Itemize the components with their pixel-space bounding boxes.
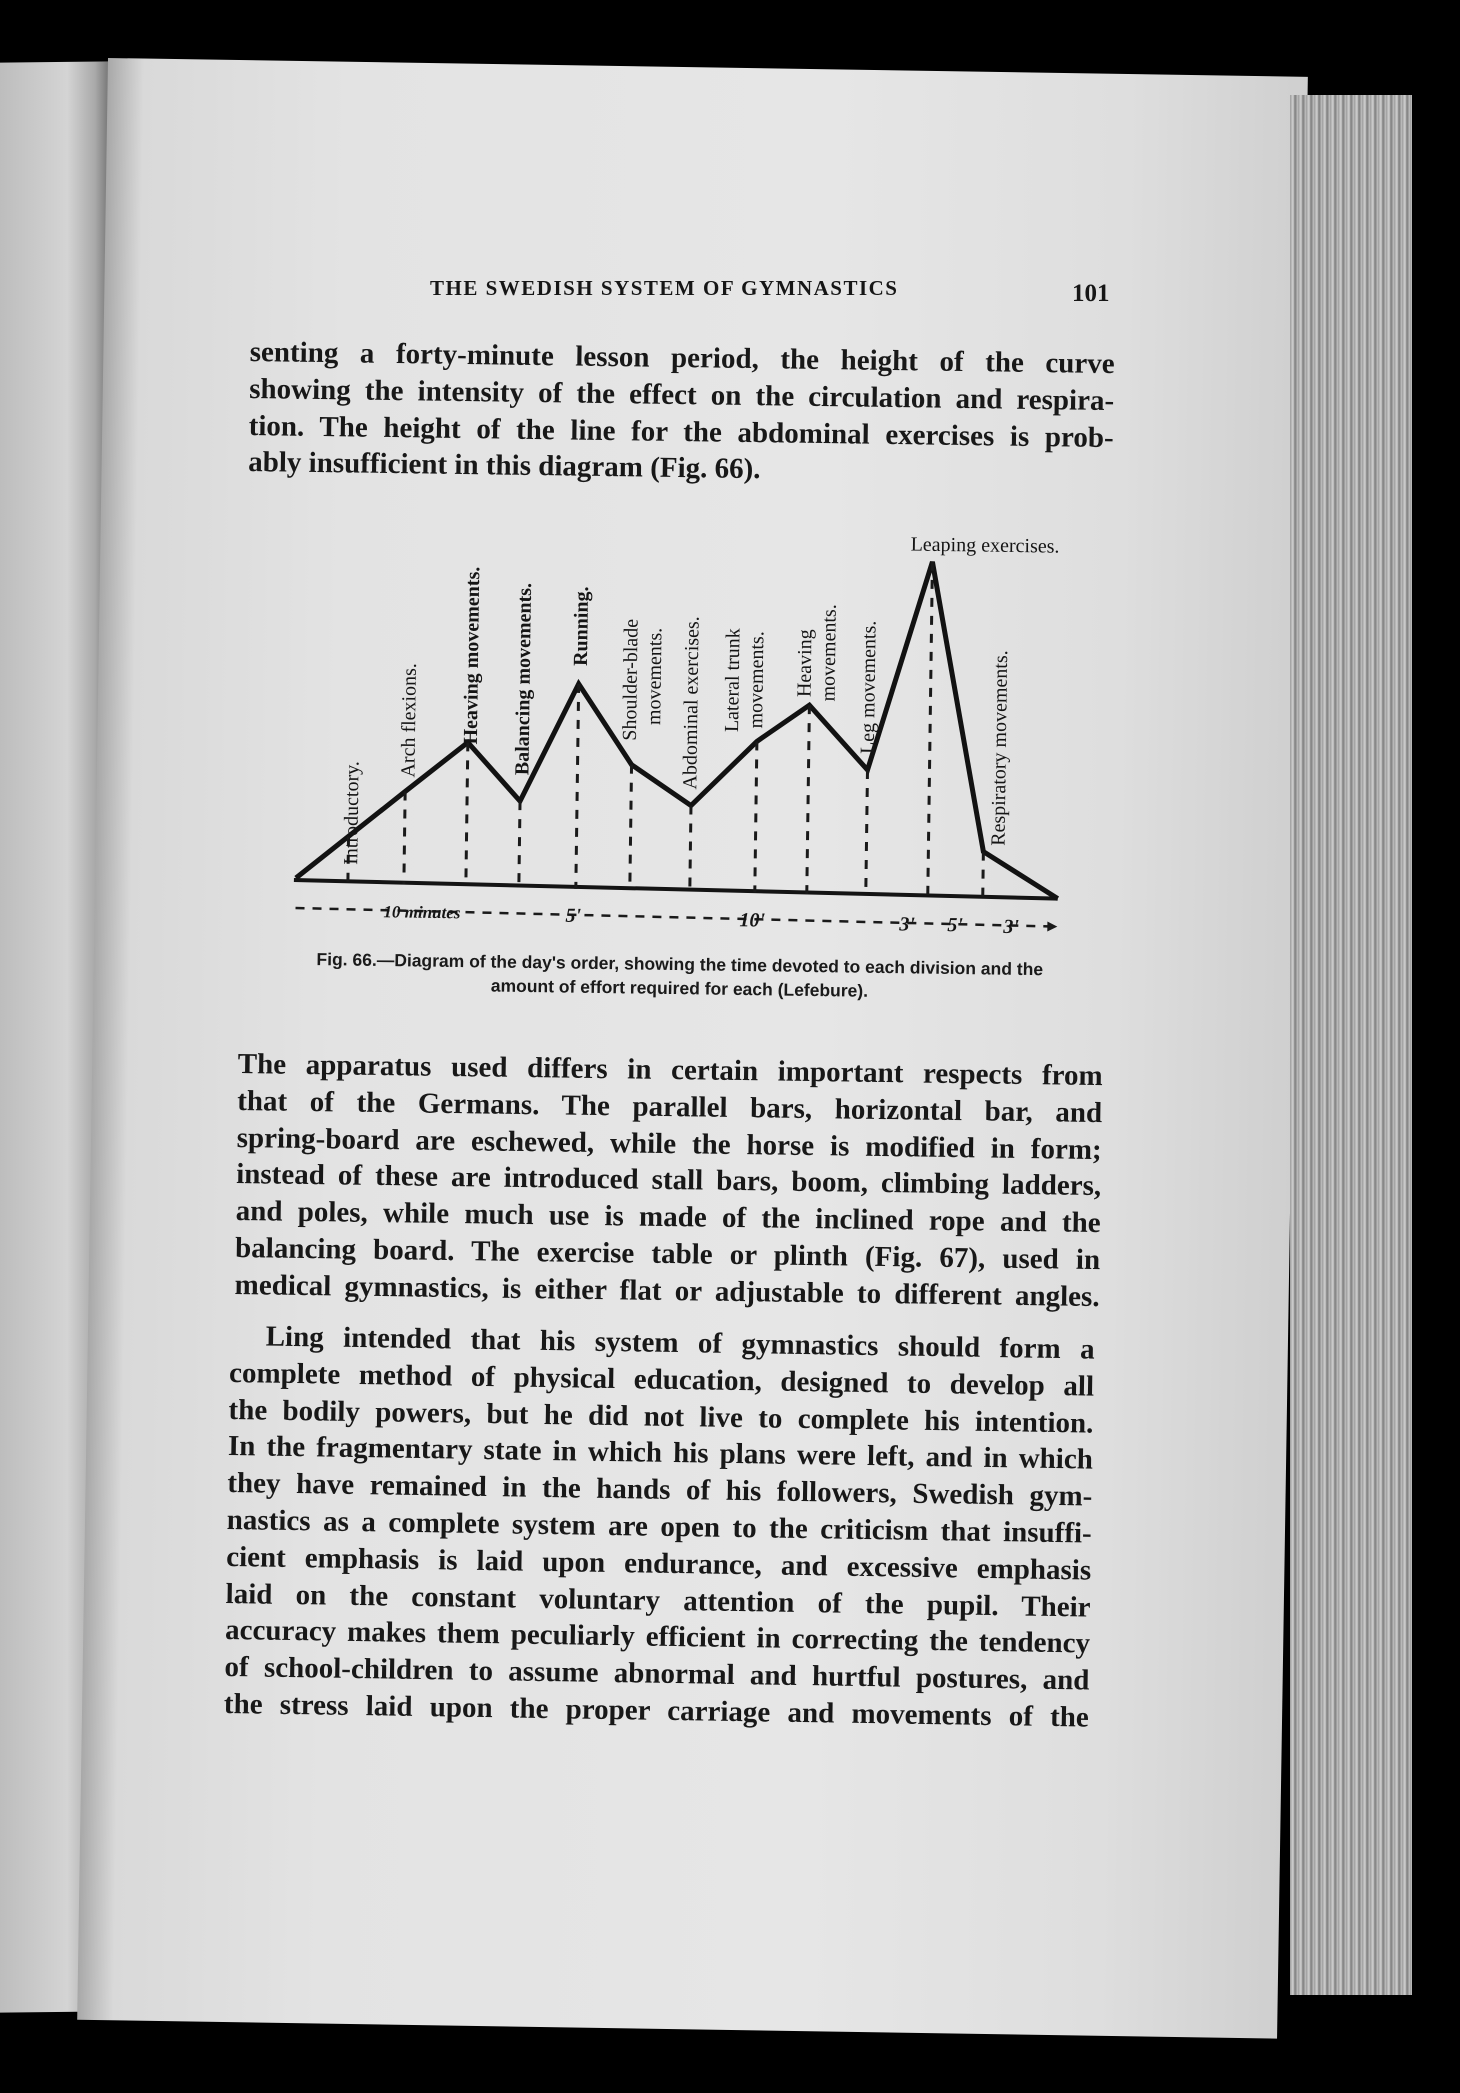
- label-abdominal-exercises: Abdominal exercises.: [679, 616, 704, 790]
- division-line: [928, 562, 933, 897]
- diagram-baseline: [294, 880, 1058, 899]
- paragraph-2: [234, 1046, 1103, 1316]
- division-line: [466, 742, 468, 886]
- text-line: showing the intensity of the effect on the circulation and respira-: [249, 372, 1115, 417]
- text-line: tion. The height of the line for the abdominal exercises is prob-: [248, 409, 1114, 454]
- time-label: 5': [565, 904, 582, 927]
- text-line: that of the Germans. The parallel bars, horizontal bar, and: [237, 1084, 1103, 1129]
- time-label: 10 minutes: [383, 902, 461, 923]
- text-line: the bodily powers, but he did not live to complete his intention.: [228, 1393, 1094, 1440]
- running-head: THE SWEDISH SYSTEM OF GYMNASTICS: [430, 276, 899, 300]
- time-label: 3': [899, 913, 916, 936]
- division-line: [576, 684, 579, 889]
- arrow-head-icon: [1047, 921, 1057, 931]
- text-line: laid on the constant voluntary attention of the pupil. Their: [225, 1577, 1091, 1624]
- text-line: ably insufficient in this diagram (Fig. 66).: [247, 446, 761, 486]
- division-lines: [348, 554, 988, 898]
- division-line: [983, 852, 984, 898]
- division-line: [755, 741, 757, 892]
- time-label: 3': [1003, 915, 1020, 939]
- text-line: instead of these are introduced stall bars, boom, climbing ladders,: [235, 1158, 1102, 1203]
- label-heaving-2: Heaving: [793, 629, 817, 698]
- text-line: and poles, while much use is made of the inclined rope and the: [235, 1195, 1101, 1240]
- text-line: In the fragmentary state in which his plans were left, and in which: [227, 1430, 1094, 1476]
- text-line: they have remained in the hands of his followers, Swedish gym-: [227, 1467, 1093, 1513]
- text-line: the stress laid upon the proper carriage and movements of the: [223, 1687, 1090, 1734]
- caption-line-2: amount of effort required for each (Lefebure).: [490, 975, 869, 1001]
- text-line: complete method of physical education, designed to develop all: [228, 1356, 1095, 1403]
- text-line: senting a forty-minute lesson period, the height of the curve: [249, 335, 1115, 381]
- text-line: cient emphasis is laid upon endurance, and excessive emphasis: [225, 1540, 1092, 1587]
- division-line: [807, 705, 810, 894]
- text-line: medical gymnastics, is either flat or adjustable to different angles.: [234, 1268, 1100, 1313]
- label-heaving-2b: movements.: [817, 604, 841, 702]
- label-arch-flexions: Arch flexions.: [397, 662, 421, 778]
- division-line: [519, 801, 520, 887]
- paragraph-3: [224, 1318, 1095, 1736]
- division-line: [404, 792, 405, 885]
- label-leaping-exercises: Leaping exercises.: [910, 533, 1060, 558]
- division-line: [866, 770, 868, 895]
- label-lateral-trunk-2: movements.: [745, 631, 769, 729]
- text-line: balancing board. The exercise table or plinth (Fig. 67), used in: [234, 1231, 1101, 1277]
- label-lateral-trunk: Lateral trunk: [721, 628, 745, 733]
- page-number: 101: [1072, 280, 1110, 307]
- label-shoulder-blade-2: movements.: [643, 627, 667, 726]
- label-shoulder-blade: Shoulder-blade: [618, 618, 643, 741]
- text-line: The apparatus used differs in certain important respects from: [237, 1047, 1103, 1093]
- label-heaving-movements: Heaving movements.: [459, 566, 485, 745]
- label-leg-movements: Leg movements.: [856, 620, 881, 755]
- figure-label: Fig. 66.: [316, 949, 377, 970]
- label-balancing-movements: Balancing movements.: [511, 582, 537, 776]
- text-line: Ling intended that his system of gymnastics should form a: [265, 1320, 1095, 1366]
- text-line: nastics as a complete system are open to the criticism that insuffi-: [226, 1503, 1092, 1550]
- text-line: spring-board are eschewed, while the horse is modified in form;: [236, 1121, 1102, 1166]
- time-label: 10': [739, 909, 766, 932]
- time-label: 5': [947, 914, 964, 937]
- text-line: accuracy makes them peculiarly efficient in correcting the tendency: [224, 1614, 1091, 1660]
- caption-text: —Diagram of the day's order, showing the time devoted to each division and the: [376, 949, 1044, 980]
- label-introductory: Introductory.: [340, 760, 364, 865]
- division-line: [630, 765, 632, 890]
- text-line: of school-children to assume abnormal and hurtful postures, and: [224, 1651, 1090, 1697]
- division-line: [690, 806, 691, 892]
- label-running: Running.: [569, 586, 594, 667]
- label-respiratory-movements: Respiratory movements.: [987, 650, 1013, 846]
